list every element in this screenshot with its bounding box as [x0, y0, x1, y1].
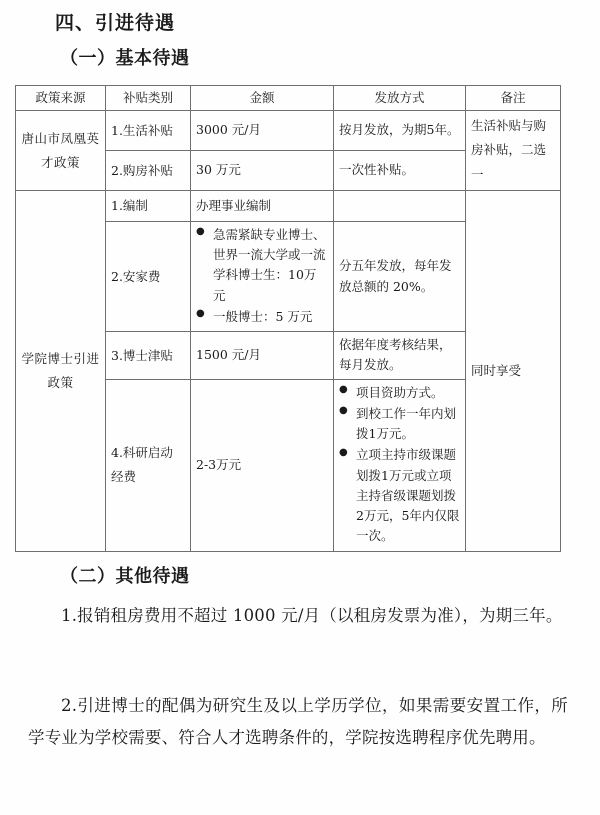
method-living-allowance: 按月发放，为期5年。 [334, 111, 466, 151]
method-establishment [334, 191, 466, 222]
list-item: ● 一般博士：5 万元 [196, 307, 328, 327]
other-benefit-item-2: 2.引进博士的配偶为研究生及以上学历学位，如果需要安置工作，所学专业为学校需要、符合人才选聘条件的，学院按选聘程序优先聘用。 [28, 696, 568, 748]
section-heading: 四、引进待遇 [55, 12, 176, 34]
category-research-startup-fund: 4.科研启动经费 [106, 379, 191, 551]
subsection-2-heading: （二）其他待遇 [60, 566, 190, 587]
method-housing-subsidy: 一次性补贴。 [334, 151, 466, 191]
note-college: 同时享受 [466, 191, 561, 552]
table-row [16, 111, 561, 151]
category-establishment: 1.编制 [106, 191, 191, 222]
column-header-note: 备注 [466, 86, 561, 111]
amount-doctor-allowance: 1500 元/月 [191, 332, 334, 380]
method-settlement-fee: 分五年发放，每年发放总额的 20%。 [334, 221, 466, 331]
method-doctor-allowance: 依据年度考核结果，每月发放。 [334, 332, 466, 380]
amount-research-startup-fund: 2-3万元 [191, 379, 334, 551]
research-fund-bullet-list [339, 383, 460, 547]
category-settlement-fee: 2.安家费 [106, 221, 191, 331]
column-header-method: 发放方式 [334, 86, 466, 111]
note-tangshan: 生活补贴与购房补贴，二选一 [466, 111, 561, 191]
list-item: ● 急需紧缺专业博士、世界一流大学或一流学科博士生：10万元 [196, 225, 328, 306]
column-header-source: 政策来源 [16, 86, 106, 111]
category-housing-subsidy: 2.购房补贴 [106, 151, 191, 191]
column-header-amount: 金额 [191, 86, 334, 111]
column-header-category: 补贴类别 [106, 86, 191, 111]
benefits-table [15, 85, 561, 552]
policy-source-tangshan: 唐山市凤凰英才政策 [16, 111, 106, 191]
amount-housing-subsidy: 30 万元 [191, 151, 334, 191]
amount-living-allowance: 3000 元/月 [191, 111, 334, 151]
other-benefit-item-1: 1.报销租房费用不超过 1000 元/月（以租房发票为准），为期三年。 [61, 606, 563, 625]
benefits-table-wrapper [15, 85, 560, 552]
table-row [16, 191, 561, 222]
category-living-allowance: 1.生活补贴 [106, 111, 191, 151]
policy-source-college: 学院博士引进政策 [16, 191, 106, 552]
amount-establishment: 办理事业编制 [191, 191, 334, 222]
list-item: ● 到校工作一年内划拨1万元。 [339, 404, 460, 445]
settlement-fee-bullet-list [196, 225, 328, 327]
list-item: ● 立项主持市级课题划拨1万元或立项主持省级课题划拨2万元，5年内仅限一次。 [339, 445, 460, 546]
amount-settlement-fee [191, 221, 334, 331]
list-item: ● 项目资助方式。 [339, 383, 460, 403]
subsection-1-heading: （一）基本待遇 [60, 48, 190, 69]
category-doctor-allowance: 3.博士津贴 [106, 332, 191, 380]
table-header-row [16, 86, 561, 111]
method-research-startup-fund [334, 379, 466, 551]
